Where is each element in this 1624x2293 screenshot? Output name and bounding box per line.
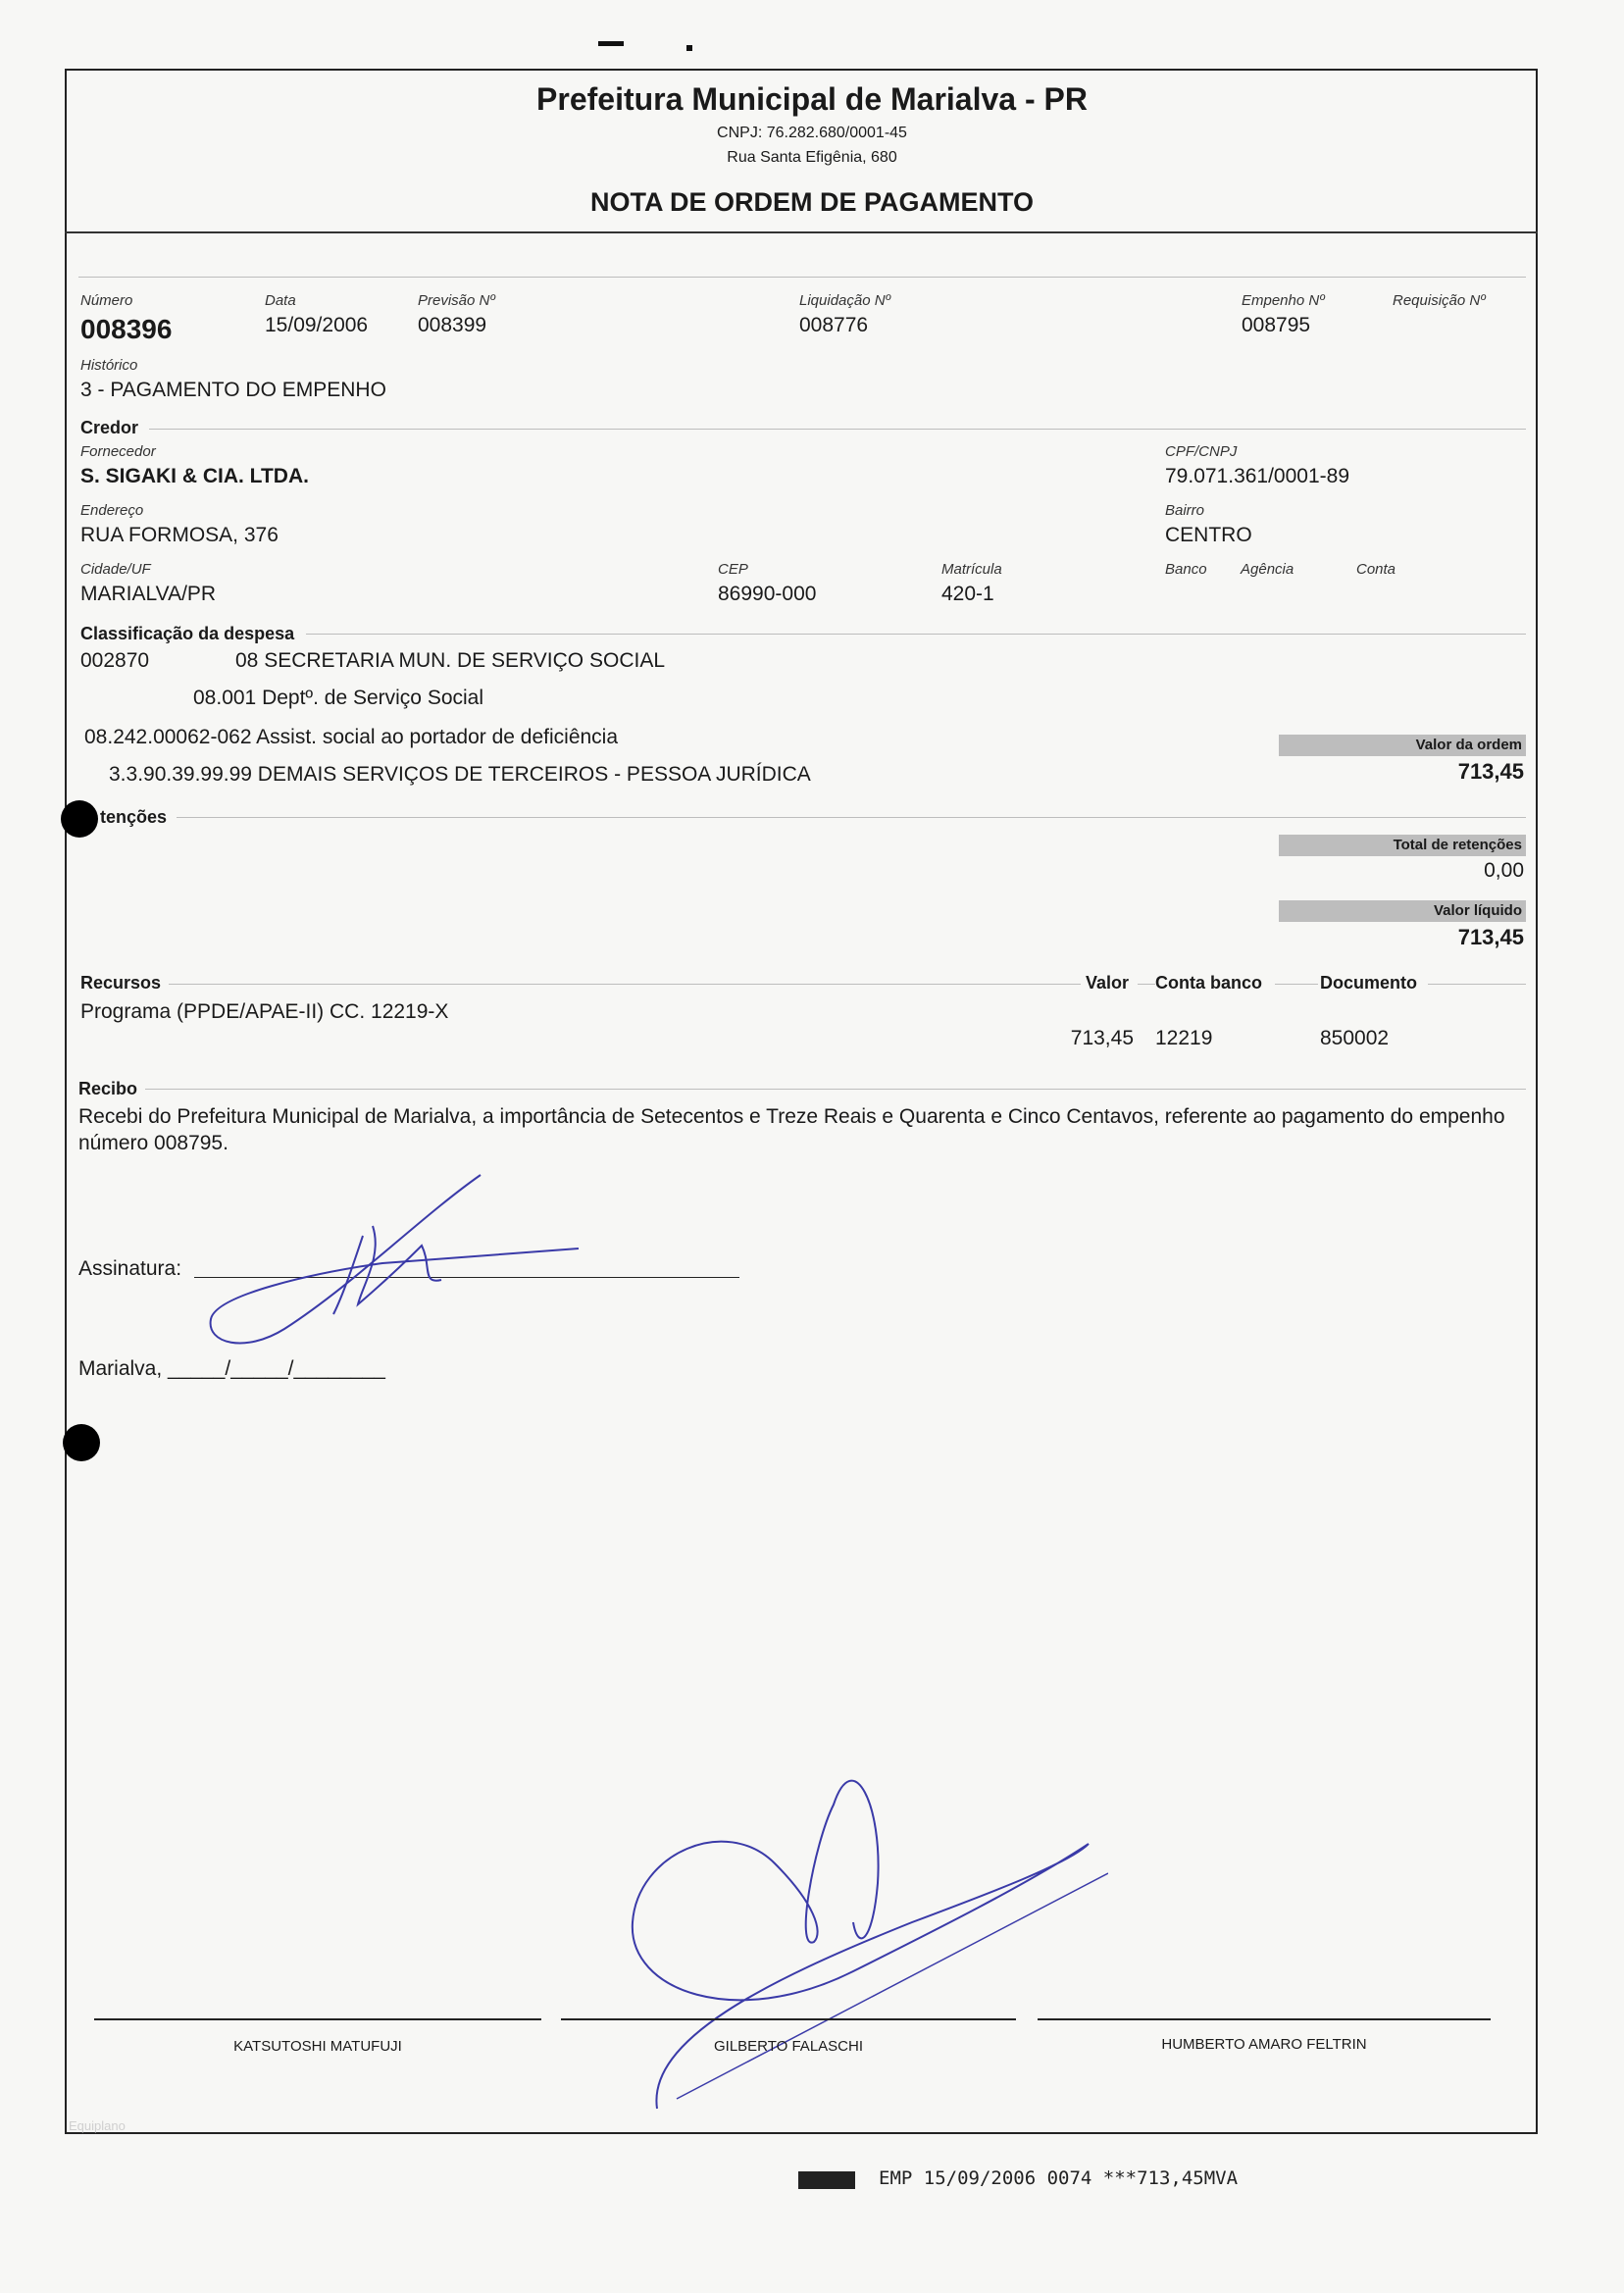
scan-mark (598, 41, 624, 46)
endereco-label: Endereço (80, 502, 144, 519)
signatory-1: KATSUTOSHI MATUFUJI (233, 2038, 402, 2055)
fornecedor-value: S. SIGAKI & CIA. LTDA. (80, 465, 309, 487)
agencia-label: Agência (1241, 561, 1294, 578)
recibo-text: Recebi do Prefeitura Municipal de Marialva, a importância de Setecentos e Treze Reais e Quarenta e Cinco Centavos, referente ao pagamento do empenho número 008795. (78, 1105, 1505, 1154)
signature-line-2 (561, 2018, 1016, 2020)
classificacao-line-3: 08.242.00062-062 Assist. social ao portador de deficiência (84, 726, 619, 748)
bairro-value: CENTRO (1165, 524, 1252, 546)
cpf-value: 79.071.361/0001-89 (1165, 465, 1350, 487)
classificacao-line-1: 08 SECRETARIA MUN. DE SERVIÇO SOCIAL (235, 649, 666, 672)
valor-ordem-label: Valor da ordem (1279, 735, 1526, 756)
historico-label: Histórico (80, 357, 138, 374)
header-cnpj: CNPJ: 76.282.680/0001-45 (717, 125, 907, 141)
recursos-valor: 713,45 (1070, 1027, 1134, 1049)
header-address: Rua Santa Efigênia, 680 (727, 149, 897, 166)
liquidacao-value: 008776 (799, 314, 869, 336)
punch-hole (61, 800, 98, 838)
empenho-label: Empenho Nº (1242, 292, 1325, 309)
recursos-conta-header: Conta banco (1155, 973, 1263, 993)
watermark: Equiplano (69, 2118, 126, 2133)
fornecedor-label: Fornecedor (80, 443, 156, 460)
cidade-value: MARIALVA/PR (80, 583, 217, 605)
cidade-label: Cidade/UF (80, 561, 151, 578)
stamp-logo-icon (798, 2171, 855, 2189)
valor-liquido-value: 713,45 (1457, 925, 1524, 949)
requisicao-label: Requisição Nº (1393, 292, 1486, 309)
header-title: Prefeitura Municipal de Marialva - PR (536, 81, 1088, 117)
scan-mark (686, 45, 692, 51)
empenho-value: 008795 (1242, 314, 1311, 336)
recursos-valor-header: Valor (1086, 973, 1130, 993)
local-data-label: Marialva, _____/_____/________ (78, 1357, 385, 1380)
recursos-programa: Programa (PPDE/APAE-II) CC. 12219-X (80, 1000, 449, 1023)
total-retencoes-value: 0,00 (1484, 859, 1524, 882)
classificacao-code: 002870 (80, 649, 150, 672)
recursos-section-title: Recursos (80, 973, 162, 993)
recursos-documento: 850002 (1320, 1027, 1390, 1049)
cpf-label: CPF/CNPJ (1165, 443, 1238, 460)
matricula-value: 420-1 (941, 583, 994, 605)
endereco-value: RUA FORMOSA, 376 (80, 524, 279, 546)
recursos-documento-header: Documento (1320, 973, 1417, 993)
document-title: NOTA DE ORDEM DE PAGAMENTO (589, 187, 1034, 217)
numero-label: Número (80, 292, 133, 309)
classificacao-section-title: Classificação da despesa (80, 624, 295, 643)
banco-label: Banco (1165, 561, 1207, 578)
classificacao-line-4: 3.3.90.39.99.99 DEMAIS SERVIÇOS DE TERCEIROS - PESSOA JURÍDICA (109, 763, 811, 786)
historico-value: 3 - PAGAMENTO DO EMPENHO (80, 379, 386, 401)
punch-hole (63, 1424, 100, 1461)
valor-liquido-label: Valor líquido (1279, 900, 1526, 922)
classificacao-line-2: 08.001 Deptº. de Serviço Social (193, 687, 484, 709)
handwritten-signature (186, 1157, 579, 1353)
data-value: 15/09/2006 (265, 314, 369, 336)
cep-label: CEP (718, 561, 748, 578)
recursos-conta: 12219 (1155, 1027, 1213, 1049)
handwritten-signature (618, 1746, 1108, 2118)
data-label: Data (265, 292, 296, 309)
assinatura-label: Assinatura: (78, 1257, 182, 1280)
previsao-value: 008399 (418, 314, 487, 336)
credor-section-title: Credor (80, 418, 139, 437)
cep-value: 86990-000 (718, 583, 817, 605)
header-separator (65, 231, 1538, 233)
valor-ordem-value: 713,45 (1457, 759, 1524, 784)
signatory-2: GILBERTO FALASCHI (714, 2038, 863, 2055)
total-retencoes-label: Total de retenções (1279, 835, 1526, 856)
numero-value: 008396 (80, 314, 173, 344)
payment-stamp: EMP 15/09/2006 0074 ***713,45MVA (879, 2167, 1239, 2189)
signatory-3: HUMBERTO AMARO FELTRIN (1161, 2036, 1367, 2053)
bairro-label: Bairro (1165, 502, 1205, 519)
signature-line-3 (1038, 2018, 1491, 2020)
liquidacao-label: Liquidação Nº (799, 292, 891, 309)
recibo-section-title: Recibo (78, 1079, 138, 1098)
previsao-label: Previsão Nº (418, 292, 495, 309)
signature-line-1 (94, 2018, 541, 2020)
conta-label: Conta (1356, 561, 1396, 578)
matricula-label: Matrícula (941, 561, 1002, 578)
retencoes-section-title: tenções (100, 807, 168, 827)
